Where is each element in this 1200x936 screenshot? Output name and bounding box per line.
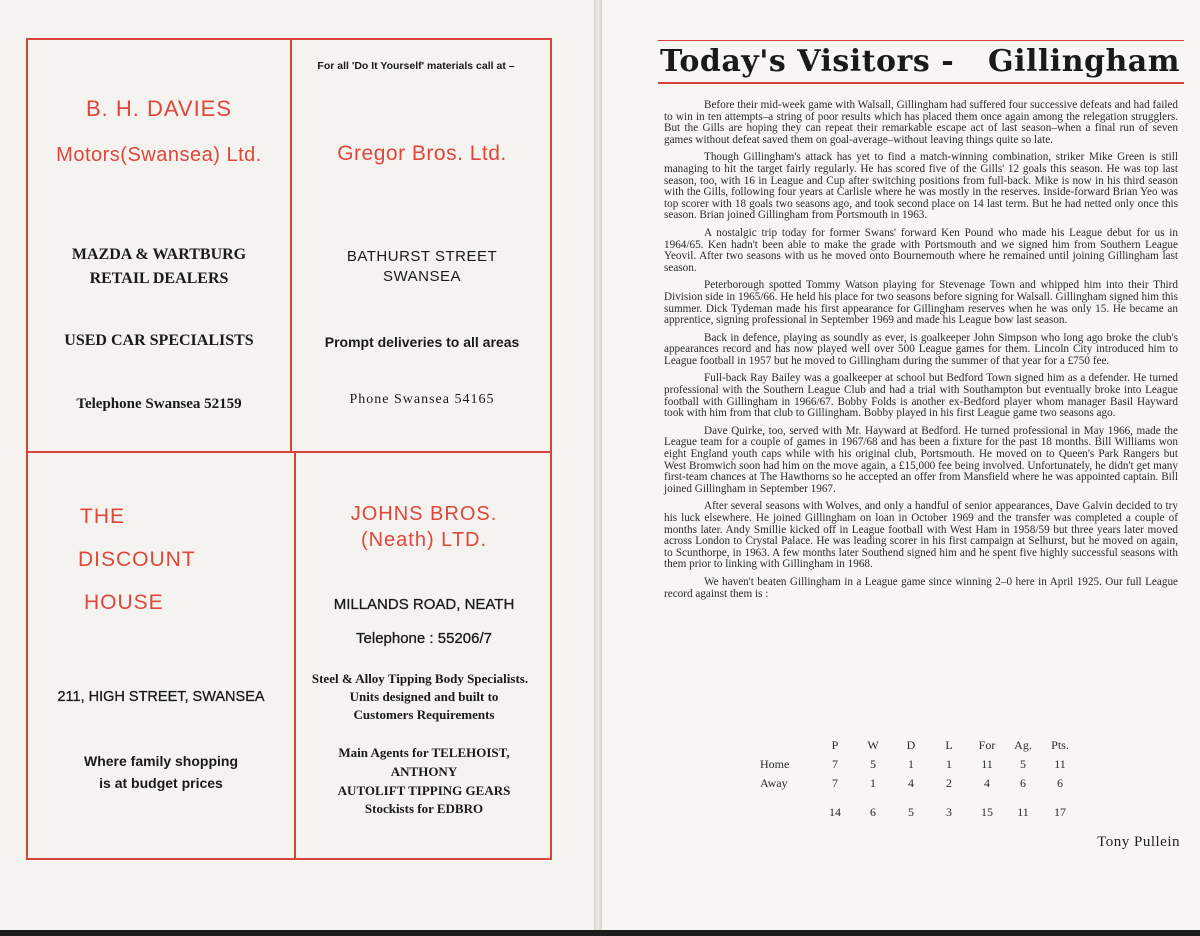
ad-johns-phone: Telephone : 55206/7 — [356, 630, 492, 647]
ad-johns-agents3: AUTOLIFT TIPPING GEARS — [337, 783, 511, 798]
record-total-cell: 3 — [946, 805, 952, 819]
ad-gregor-intro: For all 'Do It Yourself' materials call at – — [317, 60, 515, 72]
article-paragraph: Dave Quirke, too, served with Mr. Hayward at Bedford. He turned professional in May 1966, made the League team for a couple of games in 1967/68 and has been a fixture for the past 18 months. Bill Williams won eight England youth caps while with his original club, Portsmouth. He moved on to Queen's Park Rangers but West Bromwich soon had him on the move again, a £15,000 fee being involved. Unfortunately, he didn't get many first-team chances at The Hawthorns so he accepted an offer from Mansfield where he was appointed captain. Bill joined Gillingham in September 1967. — [664, 424, 1178, 495]
article-paragraph: A nostalgic trip today for former Swans' forward Ken Pound who made his League debut for us in 1964/65. Ken hadn't been able to make the grade with Portsmouth and we signed him from Southern League Yeovil. After two seasons with us he moved onto Bournemouth where he remained until joining Gillingham last season. — [664, 226, 1178, 274]
record-header-cell: Ag. — [1014, 738, 1032, 752]
page-title — [658, 42, 1184, 82]
record-cell: 4 — [984, 776, 990, 790]
ad-gregor-name: Gregor Bros. Ltd. — [337, 142, 507, 165]
ad-gregor-address2: SWANSEA — [383, 268, 461, 285]
record-row-label: Away — [760, 776, 788, 790]
record-header-cell: For — [978, 738, 996, 752]
article-paragraph: Full-back Ray Bailey was a goalkeeper at school but Bedford Town signed him as a defender. He turned professional with the Southern League Club and had a trial with Southampton but eventually broke into League football with Gillingham in 1966/67. Bobby Folds is another ex-Bedford player whom manager Basil Hayward took with him from that club to Gillingham. Bobby played in his first League game two seasons ago. — [664, 372, 1178, 420]
ad-johns-address: MILLANDS ROAD, NEATH — [333, 596, 515, 613]
record-total-cell: 14 — [829, 805, 841, 819]
record-header-cell: D — [906, 738, 916, 752]
page-title-right: Gillingham — [988, 44, 1180, 79]
ad-bh-davies — [28, 40, 290, 451]
ad-davies-name: B. H. DAVIES — [85, 96, 233, 121]
record-cell: 11 — [1054, 757, 1066, 771]
record-row-home — [760, 755, 1080, 774]
advertisement-grid — [26, 38, 552, 860]
ad-johns-desc2: Units designed and built to — [349, 689, 499, 704]
ad-johns-desc1: Steel & Alloy Tipping Body Specialists. — [311, 671, 529, 686]
record-total-cell: 15 — [981, 805, 993, 819]
ad-davies-company: Motors(Swansea) Ltd. — [56, 144, 262, 166]
header-rule-top — [658, 40, 1184, 41]
record-row-totals — [760, 803, 1080, 822]
ad-johns-agents2: ANTHONY — [390, 764, 458, 779]
article-paragraph: Back in defence, playing as soundly as ever, is goalkeeper John Simpson who long ago broke the club's appearances record and has now played well over 500 League games for them. Lincoln City introduced him to League football in 1957 but he moved to Gillingham during the summer of that year for a £750 fee. — [664, 331, 1178, 367]
record-header-cell: W — [867, 738, 879, 752]
record-cell: 6 — [1057, 776, 1063, 790]
record-cell: 2 — [946, 776, 952, 790]
record-header-cell: Pts. — [1051, 738, 1069, 752]
ad-discount-line3: HOUSE — [84, 591, 164, 614]
record-cell: 6 — [1020, 776, 1026, 790]
ad-discount-address: 211, HIGH STREET, SWANSEA — [57, 689, 265, 705]
record-cell: 5 — [1020, 757, 1026, 771]
ad-gregor-tagline: Prompt deliveries to all areas — [324, 334, 520, 350]
record-cell: 1 — [946, 757, 952, 771]
ad-johns-bros — [296, 453, 552, 860]
ad-johns-agents1: Main Agents for TELEHOIST, — [338, 745, 510, 760]
ad-gregor-address1: BATHURST STREET — [346, 248, 498, 265]
ad-davies-line2: RETAIL DEALERS — [89, 270, 229, 287]
ad-davies-specialty: USED CAR SPECIALISTS — [64, 332, 254, 349]
record-cell: 5 — [870, 757, 876, 771]
ad-johns-desc3: Customers Requirements — [353, 707, 495, 722]
article-paragraph: After several seasons with Wolves, and only a handful of senior appearances, Dave Galvin decided to try his luck elsewhere. He joined Gillingham on loan in October 1969 and the transfer was completed a couple of months later. Andy Smillie kicked off in League football with West Ham in 1958/59 but three years later moved across London to Crystal Palace. He was leading scorer in his first campaign at Selhurst, but he moved on again, to Scunthorpe, in 1963. A few months later Southend signed him and he spent five highly successful seasons with them prior to linking with Gillingham in 1968. — [664, 500, 1178, 571]
page-spine — [594, 0, 602, 936]
record-cell: 7 — [832, 776, 838, 790]
ad-gregor-bros — [292, 40, 552, 451]
article-paragraph: Though Gillingham's attack has yet to find a match-winning combination, striker Mike Green is still managing to hit the target fairly regularly. He has scored five of the Gills' 12 goals this season. He was top last season, too, with 16 in League and Cup after switching positions from full-back. Mike is now in his third season with the Gills, following four years at Carlisle where he was mostly in the reserves. Inside-forward Brian Yeo was top scorer with 18 goals two seasons ago, and took second place on 14 last term. But he had netted only once this season. Brian joined Gillingham from Portsmouth in 1963. — [664, 151, 1178, 222]
record-cell: 1 — [870, 776, 876, 790]
league-record-table — [760, 736, 1080, 822]
article-paragraph: We haven't beaten Gillingham in a League game since winning 2–0 here in April 1925. Our full League record against them is : — [664, 575, 1178, 600]
ad-discount-line1: THE — [80, 505, 125, 528]
ad-discount-line2: DISCOUNT — [78, 548, 196, 571]
record-total-cell: 11 — [1017, 805, 1029, 819]
ad-johns-name2: (Neath) LTD. — [360, 529, 488, 551]
record-row-label: Home — [760, 757, 790, 771]
record-header-row — [760, 736, 1080, 755]
page-title-left: Today's Visitors - — [660, 44, 955, 79]
ad-discount-slogan2: is at budget prices — [99, 775, 223, 791]
ad-johns-name1: JOHNS BROS. — [350, 503, 498, 525]
record-total-cell: 5 — [908, 805, 914, 819]
bottom-edge — [0, 930, 1200, 936]
author-signature: Tony Pullein — [1097, 834, 1180, 850]
article-paragraph: Before their mid-week game with Walsall, Gillingham had suffered four successive defeats and had failed to win in ten attempts–a string of poor results which has placed them once again among the relegation strugglers. But the Gills are hoping they can repeat their remarkable escape act of last season–when a final run of seven games without defeat saved them on goal-average–without leaving things quite so late. — [664, 99, 1178, 146]
ad-discount-slogan1: Where family shopping — [83, 753, 238, 769]
record-cell: 4 — [908, 776, 914, 790]
ad-davies-phone: Telephone Swansea 52159 — [76, 396, 242, 412]
ad-gregor-phone: Phone Swansea 54165 — [349, 392, 495, 407]
ad-discount-house — [28, 453, 294, 860]
record-cell: 1 — [908, 757, 914, 771]
ad-davies-line1: MAZDA & WARTBURG — [71, 246, 247, 263]
record-total-cell: 17 — [1054, 805, 1066, 819]
record-row-away — [760, 774, 1080, 793]
header-rule-bottom — [658, 82, 1184, 84]
record-cell: 11 — [981, 757, 993, 771]
record-total-cell: 6 — [870, 805, 876, 819]
article-body — [664, 100, 1178, 606]
ad-johns-agents4: Stockists for EDBRO — [364, 801, 484, 816]
record-header-cell: L — [945, 738, 953, 752]
record-cell: 7 — [832, 757, 838, 771]
record-header-cell: P — [831, 738, 839, 752]
article-paragraph: Peterborough spotted Tommy Watson playing for Stevenage Town and whipped him into their Third Division side in 1965/66. He held his place for two seasons before signing for Walsall. Gillingham signed him this summer. Dick Tydeman made his first appearance for Gillingham reserves when he was only 15. He became an apprentice, signing professional in September 1969 and made his League bow last season. — [664, 279, 1178, 327]
